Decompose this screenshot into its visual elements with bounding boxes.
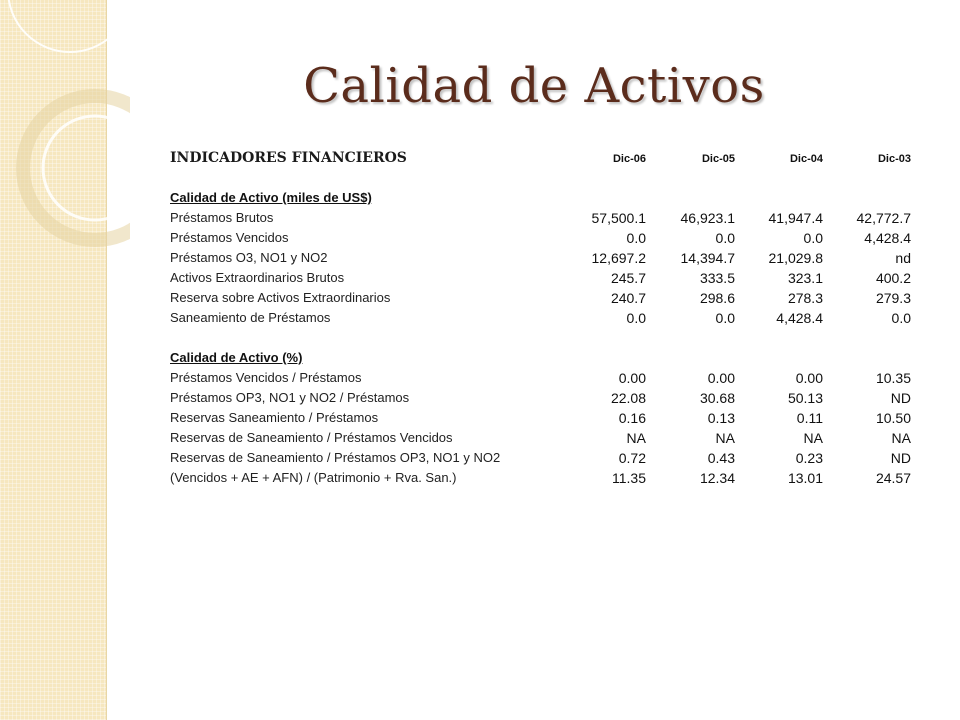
row-label: Reserva sobre Activos Extraordinarios [170,290,391,305]
row-label: Préstamos Vencidos / Préstamos [170,370,362,385]
row-label: Préstamos OP3, NO1 y NO2 / Préstamos [170,390,410,405]
row-label: Préstamos Vencidos [170,230,289,245]
table-cell: 24.57 [875,470,911,486]
table-cell: 0.43 [707,450,735,466]
table-cell: 0.13 [707,410,735,426]
table-cell: 4,428.4 [776,310,823,326]
row-label: Préstamos Brutos [170,210,274,225]
row-label: Reservas Saneamiento / Préstamos [170,410,379,425]
table-cell: ND [890,390,911,406]
table-cell: 0.0 [715,230,735,246]
table-cell: 12.34 [699,470,735,486]
row-label: Saneamiento de Préstamos [170,310,331,325]
row-label: (Vencidos + AE + AFN) / (Patrimonio + Rva. San.) [170,470,457,485]
table-cell: 279.3 [875,290,911,306]
section-title-miles: Calidad de Activo (miles de US$) [170,190,372,205]
table-cell: 12,697.2 [591,250,646,266]
table-cell: 0.00 [707,370,735,386]
table-row [170,228,922,248]
slide-title: Calidad de Activos [303,58,765,114]
table-cell: 10.50 [875,410,911,426]
row-label: Reservas de Saneamiento / Préstamos Vencidos [170,430,453,445]
table-cell: 0.0 [715,310,735,326]
table-cell: 245.7 [610,270,646,286]
table-cell: 4,428.4 [864,230,911,246]
table-cell: 0.0 [626,310,646,326]
column-header: Dic-05 [701,153,735,165]
table-cell: 240.7 [610,290,646,306]
table-cell: 30.68 [699,390,735,406]
table-row [170,368,922,388]
table-cell: 21,029.8 [768,250,823,266]
table-row [170,288,922,308]
table-cell: 0.72 [618,450,646,466]
section-title-percent: Calidad de Activo (%) [170,350,303,365]
table-cell: 11.35 [612,470,646,486]
table-row [170,448,922,468]
table-row [170,408,922,428]
table-cell: nd [895,250,911,266]
table-row [170,208,922,228]
table-cell: 278.3 [787,290,823,306]
table-cell: 46,923.1 [680,210,735,226]
table-cell: 298.6 [699,290,735,306]
section-rows-percent [170,368,922,488]
table-header-row [170,148,922,172]
spacer [170,328,922,348]
table-row [170,428,922,448]
table-cell: 22.08 [610,390,646,406]
row-label: Reservas de Saneamiento / Préstamos OP3, NO1 y NO2 [170,450,501,465]
table-cell: 323.1 [787,270,823,286]
table-row [170,248,922,268]
table-row [170,308,922,328]
table-cell: 10.35 [875,370,911,386]
row-label: Préstamos O3, NO1 y NO2 [170,250,328,265]
table-cell: 400.2 [875,270,911,286]
table-cell: NA [715,430,735,446]
table-cell: NA [626,430,646,446]
spacer [170,172,922,188]
row-label: Activos Extraordinarios Brutos [170,270,345,285]
table-cell: 50.13 [787,390,823,406]
table-cell: 0.23 [795,450,823,466]
financial-table [170,148,922,488]
table-cell: 42,772.7 [856,210,911,226]
table-cell: 333.5 [699,270,735,286]
table-cell: NA [891,430,911,446]
table-cell: 13.01 [787,470,823,486]
table-cell: 57,500.1 [591,210,646,226]
table-cell: 0.00 [795,370,823,386]
table-cell: 0.11 [796,410,823,426]
table-cell: 41,947.4 [768,210,823,226]
table-header-label: INDICADORES FINANCIEROS [170,150,407,166]
table-cell: 0.00 [618,370,646,386]
column-header: Dic-04 [789,153,823,165]
column-header: Dic-06 [612,153,646,165]
table-cell: 14,394.7 [680,250,735,266]
table-cell: 0.0 [891,310,911,326]
table-cell: 0.0 [626,230,646,246]
table-cell: ND [890,450,911,466]
table-row [170,268,922,288]
column-header: Dic-03 [877,153,911,165]
table-row [170,388,922,408]
table-row [170,468,922,488]
section-rows-miles [170,208,922,328]
table-cell: 0.16 [618,410,646,426]
table-cell: 0.0 [803,230,823,246]
decorative-circles [0,0,130,260]
table-cell: NA [803,430,823,446]
